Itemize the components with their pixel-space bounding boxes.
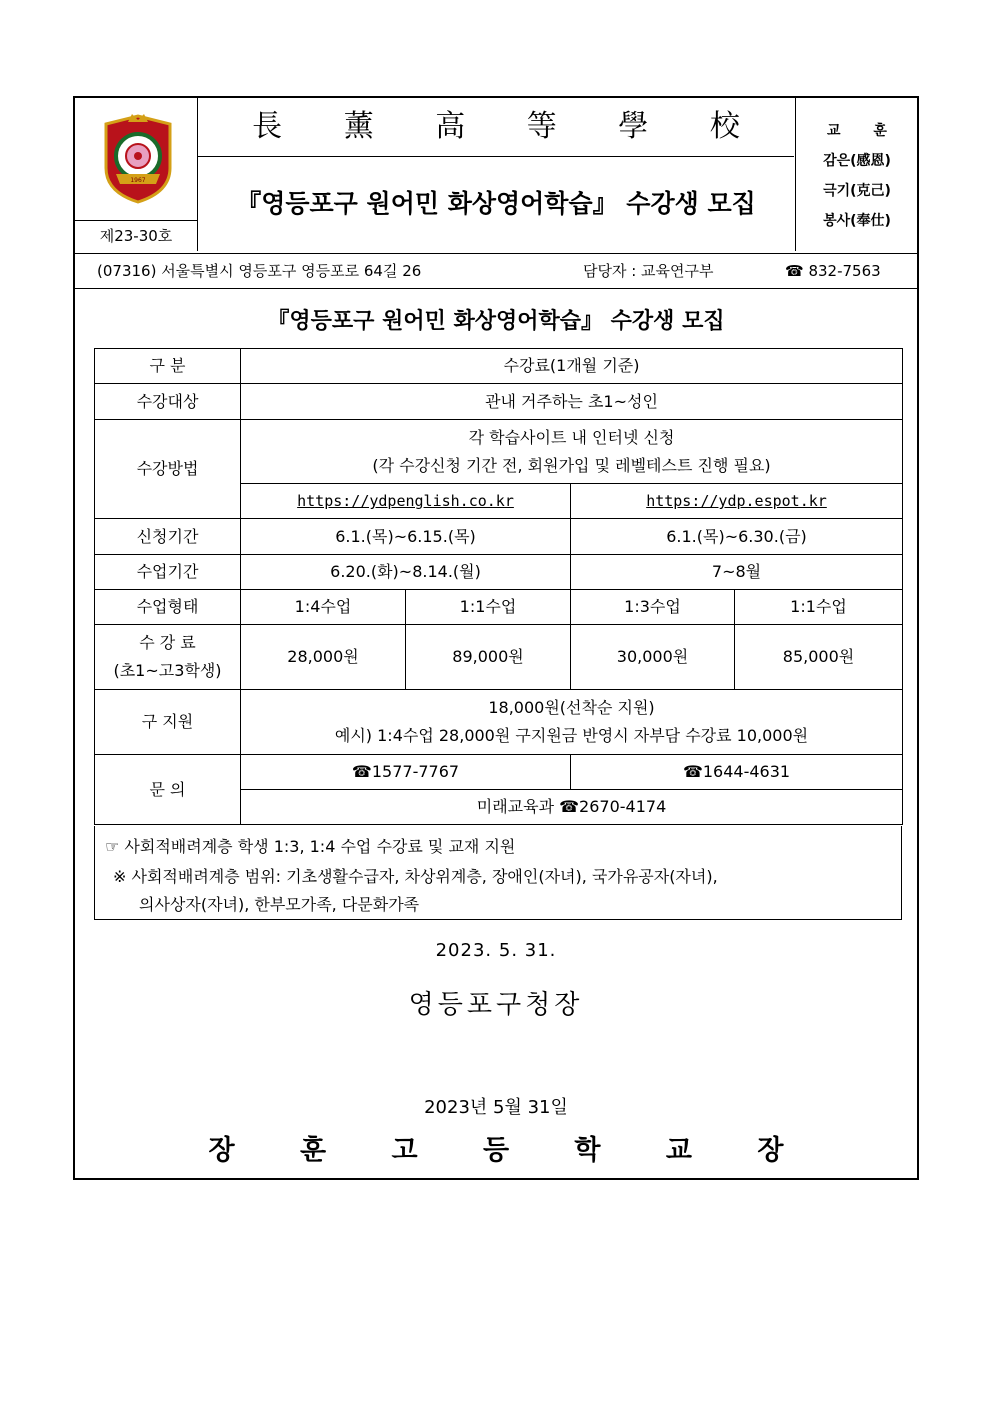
notice-issuer: 영등포구청장 [408, 990, 584, 1020]
school-name: 長 薰 高 等 學 校 [198, 98, 794, 157]
program-table [94, 348, 903, 825]
target-label: 수강대상 [95, 384, 241, 420]
fee-label-line: (초1~고3학생) [113, 661, 222, 680]
notes-box [94, 826, 902, 920]
note-line: ※ 사회적배려계층 범위: 기초생활수급자, 차상위계층, 장애인(자녀), 국가유공자(자녀), [113, 867, 718, 886]
fee-value: 89,000원 [406, 625, 571, 690]
category-label: 구 분 [95, 349, 241, 384]
fee-label-line: 수 강 료 [139, 633, 196, 652]
table-row [95, 384, 903, 420]
notice-date: 2023. 5. 31. [435, 940, 557, 961]
fee-label [95, 625, 241, 690]
note-support: ☞ 사회적배려계층 학생 1:3, 1:4 수업 수강료 및 교재 지원 [105, 837, 516, 856]
motto-item: 극기(克己) [823, 183, 891, 199]
motto-item: 봉사(奉仕) [823, 213, 891, 229]
method-description [241, 420, 903, 484]
note-eligibility [113, 863, 893, 919]
site-link[interactable]: https://ydp.espot.kr [646, 492, 827, 510]
class-type-value: 1:3수업 [571, 590, 735, 625]
table-row [95, 755, 903, 790]
school-motto [795, 98, 918, 251]
inquiry-phone: ☎1644-4631 [571, 755, 903, 790]
class-type-label: 수업형태 [95, 590, 241, 625]
issue-number: 제23-30호 [75, 220, 197, 251]
fee-value: 28,000원 [241, 625, 406, 690]
table-row [95, 519, 903, 555]
motto-title: 교 훈 [827, 123, 901, 139]
method-line: 각 학습사이트 내 인터넷 신청 [468, 427, 675, 447]
class-period-label: 수업기간 [95, 555, 241, 590]
notice-title: 『영등포구 원어민 화상영어학습』 수강생 모집 [267, 309, 725, 334]
apply-period-label: 신청기간 [95, 519, 241, 555]
category-value: 수강료(1개월 기준) [241, 349, 903, 384]
school-address: (07316) 서울특별시 영등포구 영등포로 64길 26 [97, 262, 422, 280]
table-row [95, 625, 903, 690]
contact-phone: ☎ 832-7563 [785, 262, 881, 280]
class-type-value: 1:1수업 [406, 590, 571, 625]
method-label: 수강방법 [95, 420, 241, 519]
site-link[interactable]: https://ydpenglish.co.kr [297, 492, 514, 510]
class-type-value: 1:4수업 [241, 590, 406, 625]
emblem-year: 1967 [130, 177, 146, 184]
document-header [75, 98, 917, 254]
table-row [95, 349, 903, 384]
address-bar [75, 254, 917, 289]
site-cell [241, 484, 571, 519]
target-value: 관내 거주하는 초1~성인 [241, 384, 903, 420]
fee-value: 30,000원 [571, 625, 735, 690]
contact-person: 담당자 : 교육연구부 [583, 262, 714, 280]
method-line: (각 수강신청 기간 전, 회원가입 및 레벨테스트 진행 필요) [372, 455, 771, 475]
apply-period-value: 6.1.(목)~6.15.(목) [241, 519, 571, 555]
class-period-value: 6.20.(화)~8.14.(월) [241, 555, 571, 590]
inquiry-office: 미래교육과 ☎2670-4174 [241, 790, 903, 825]
apply-period-value: 6.1.(목)~6.30.(금) [571, 519, 903, 555]
table-row [95, 690, 903, 755]
principal-signature: 장 훈 고 등 학 교 장 [208, 1135, 812, 1166]
document-date: 2023년 5월 31일 [424, 1097, 568, 1118]
support-line: 18,000원(선착순 지원) [488, 698, 655, 717]
note-line: 의사상자(자녀), 한부모가족, 다문화가족 [139, 895, 420, 914]
fee-value: 85,000원 [735, 625, 903, 690]
table-row [95, 555, 903, 590]
school-emblem-icon [102, 112, 174, 204]
logo-cell [75, 98, 198, 251]
class-type-value: 1:1수업 [735, 590, 903, 625]
official-document [73, 96, 919, 1180]
motto-item: 감은(感恩) [823, 153, 891, 169]
support-label: 구 지원 [95, 690, 241, 755]
inquiry-label: 문 의 [95, 755, 241, 825]
table-row [95, 420, 903, 484]
inquiry-phone: ☎1577-7767 [241, 755, 571, 790]
class-period-value: 7~8월 [571, 555, 903, 590]
site-cell [571, 484, 903, 519]
table-row [95, 590, 903, 625]
support-line: 예시) 1:4수업 28,000원 구지원금 반영시 자부담 수강료 10,000원 [334, 726, 809, 745]
document-subject: 『영등포구 원어민 화상영어학습』 수강생 모집 [236, 189, 756, 218]
support-value [241, 690, 903, 755]
